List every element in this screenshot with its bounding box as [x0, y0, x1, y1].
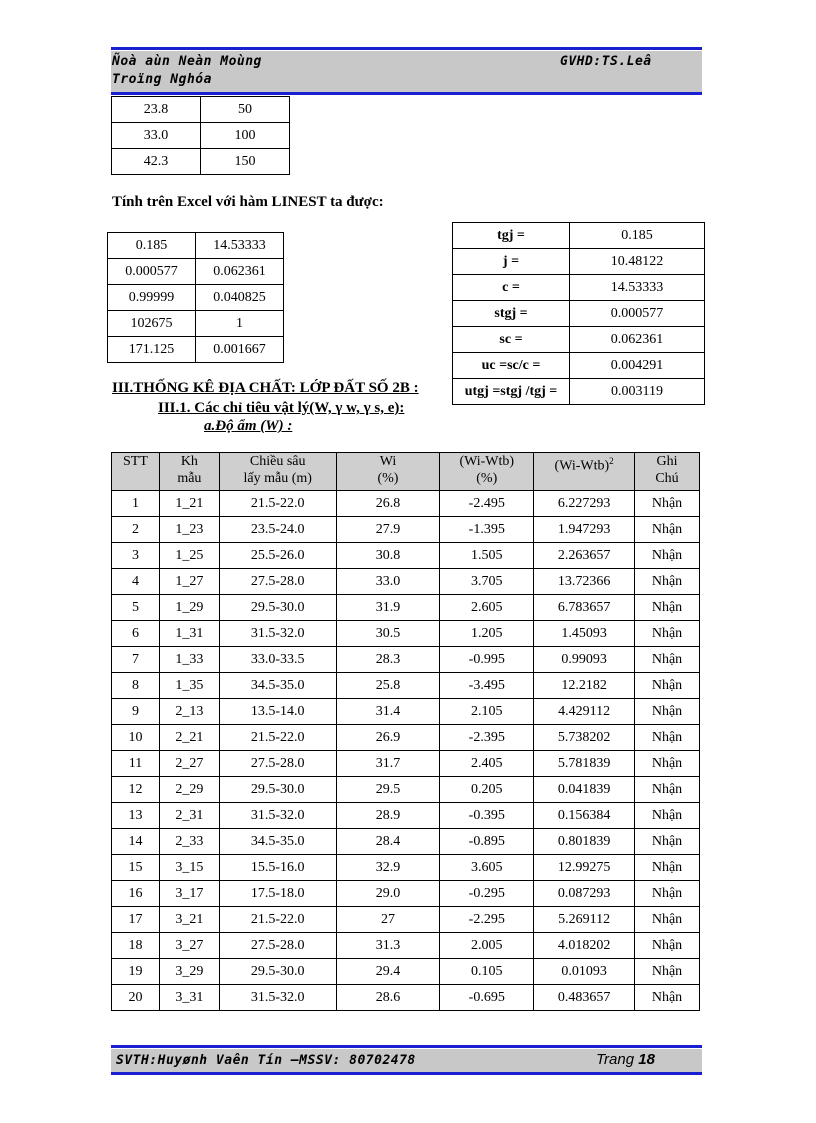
- table-cell: 29.5-30.0: [219, 777, 336, 803]
- column-header-line1: Wi: [379, 454, 397, 469]
- table-cell: 16: [112, 881, 160, 907]
- table-cell: 31.9: [336, 595, 440, 621]
- column-header: [112, 453, 160, 491]
- header-title-line2: Troïng Nghóa: [112, 72, 212, 87]
- table-cell: 15.5-16.0: [219, 855, 336, 881]
- table-cell: -0.695: [440, 985, 534, 1011]
- table-cell: 11: [112, 751, 160, 777]
- header-bottom-rule: [111, 92, 702, 95]
- column-header-line2: (%): [476, 471, 498, 486]
- table-row: [112, 725, 700, 751]
- table-cell: 0.156384: [534, 803, 635, 829]
- table-cell: 1_29: [159, 595, 219, 621]
- table-row: [112, 751, 700, 777]
- column-header-line1: STT: [123, 454, 148, 469]
- table-cell: 5.269112: [534, 907, 635, 933]
- column-header-line1: Chiều sâu: [249, 454, 306, 469]
- table-cell: 20: [112, 985, 160, 1011]
- section-title: III.THỐNG KÊ ĐỊA CHẤT: LỚP ĐẤT SỐ 2B :: [112, 380, 419, 396]
- table-row: [112, 907, 700, 933]
- table-cell: -0.295: [440, 881, 534, 907]
- param-label: c =: [453, 275, 570, 301]
- linest-table: [107, 232, 284, 363]
- table-cell: 19: [112, 959, 160, 985]
- linest-row: [108, 285, 284, 311]
- top-table-cell: 150: [201, 149, 290, 175]
- param-value: 0.004291: [570, 353, 705, 379]
- table-cell: Nhận: [635, 647, 700, 673]
- table-cell: Nhận: [635, 673, 700, 699]
- table-cell: 1_33: [159, 647, 219, 673]
- param-label: stgj =: [453, 301, 570, 327]
- table-cell: Nhận: [635, 751, 700, 777]
- table-cell: -0.895: [440, 829, 534, 855]
- table-cell: 1_23: [159, 517, 219, 543]
- table-cell: 4: [112, 569, 160, 595]
- table-cell: 2_13: [159, 699, 219, 725]
- header-top-rule: [111, 47, 702, 50]
- column-header: [219, 453, 336, 491]
- params-row: [453, 249, 705, 275]
- top-table-cell: 42.3: [112, 149, 201, 175]
- table-cell: 15: [112, 855, 160, 881]
- table-cell: 0.801839: [534, 829, 635, 855]
- table-cell: 2.605: [440, 595, 534, 621]
- table-row: [112, 985, 700, 1011]
- table-row: [112, 777, 700, 803]
- table-cell: 0.01093: [534, 959, 635, 985]
- table-cell: 1.505: [440, 543, 534, 569]
- param-label: sc =: [453, 327, 570, 353]
- table-cell: Nhận: [635, 517, 700, 543]
- table-cell: 3.605: [440, 855, 534, 881]
- moisture-table: [111, 452, 700, 1011]
- table-cell: 12.99275: [534, 855, 635, 881]
- param-label: j =: [453, 249, 570, 275]
- table-cell: -1.395: [440, 517, 534, 543]
- top-table-cell: 23.8: [112, 97, 201, 123]
- table-cell: Nhận: [635, 699, 700, 725]
- linest-cell: 14.53333: [196, 233, 284, 259]
- table-cell: 8: [112, 673, 160, 699]
- table-cell: 27.5-28.0: [219, 569, 336, 595]
- table-cell: 28.9: [336, 803, 440, 829]
- table-cell: 31.5-32.0: [219, 803, 336, 829]
- table-row: [112, 491, 700, 517]
- table-cell: Nhận: [635, 621, 700, 647]
- table-cell: 3_27: [159, 933, 219, 959]
- table-cell: 28.4: [336, 829, 440, 855]
- param-value: 0.000577: [570, 301, 705, 327]
- param-label: tgj =: [453, 223, 570, 249]
- table-cell: 14: [112, 829, 160, 855]
- table-cell: Nhận: [635, 777, 700, 803]
- footer-top-rule: [111, 1045, 702, 1048]
- table-cell: 31.5-32.0: [219, 985, 336, 1011]
- table-cell: Nhận: [635, 595, 700, 621]
- table-cell: 5.781839: [534, 751, 635, 777]
- table-cell: 5.738202: [534, 725, 635, 751]
- table-row: [112, 959, 700, 985]
- table-cell: 1_27: [159, 569, 219, 595]
- table-cell: 2.105: [440, 699, 534, 725]
- header-supervisor: GVHD:TS.Leâ: [560, 54, 652, 69]
- table-cell: Nhận: [635, 543, 700, 569]
- header-title-line1: Ñoà aùn Neàn Moùng: [112, 54, 262, 69]
- table-cell: 4.429112: [534, 699, 635, 725]
- table-cell: 5: [112, 595, 160, 621]
- table-cell: 3_31: [159, 985, 219, 1011]
- params-row: [453, 223, 705, 249]
- table-cell: 25.5-26.0: [219, 543, 336, 569]
- table-cell: 23.5-24.0: [219, 517, 336, 543]
- table-cell: Nhận: [635, 491, 700, 517]
- table-cell: -0.995: [440, 647, 534, 673]
- table-cell: 27: [336, 907, 440, 933]
- table-cell: Nhận: [635, 725, 700, 751]
- table-cell: 21.5-22.0: [219, 725, 336, 751]
- params-row: [453, 353, 705, 379]
- table-row: [112, 855, 700, 881]
- table-cell: 21.5-22.0: [219, 491, 336, 517]
- table-row: [112, 543, 700, 569]
- table-cell: 3_15: [159, 855, 219, 881]
- param-value: 0.062361: [570, 327, 705, 353]
- params-row: [453, 379, 705, 405]
- linest-cell: 0.062361: [196, 259, 284, 285]
- table-cell: 28.6: [336, 985, 440, 1011]
- table-cell: 2_27: [159, 751, 219, 777]
- table-cell: 18: [112, 933, 160, 959]
- top-table: [111, 96, 290, 175]
- column-header-line2: mẫu: [177, 471, 202, 486]
- table-cell: 26.9: [336, 725, 440, 751]
- table-row: [112, 933, 700, 959]
- table-cell: Nhận: [635, 855, 700, 881]
- table-cell: 2_29: [159, 777, 219, 803]
- table-row: [112, 595, 700, 621]
- top-table-cell: 33.0: [112, 123, 201, 149]
- linest-cell: 0.185: [108, 233, 196, 259]
- table-row: [112, 803, 700, 829]
- top-table-row: [112, 97, 290, 123]
- table-cell: 17: [112, 907, 160, 933]
- table-cell: 2: [112, 517, 160, 543]
- linest-cell: 171.125: [108, 337, 196, 363]
- table-cell: 3_21: [159, 907, 219, 933]
- table-row: [112, 699, 700, 725]
- page-number: 18: [638, 1051, 655, 1068]
- table-cell: 27.5-28.0: [219, 933, 336, 959]
- table-cell: 0.105: [440, 959, 534, 985]
- table-cell: 1_35: [159, 673, 219, 699]
- linest-cell: 0.040825: [196, 285, 284, 311]
- column-header: [635, 453, 700, 491]
- page-label: Trang: [596, 1051, 635, 1068]
- table-cell: -2.395: [440, 725, 534, 751]
- table-cell: 31.5-32.0: [219, 621, 336, 647]
- column-header: [440, 453, 534, 491]
- table-cell: 1_25: [159, 543, 219, 569]
- params-row: [453, 327, 705, 353]
- table-cell: 7: [112, 647, 160, 673]
- table-cell: 1.205: [440, 621, 534, 647]
- table-cell: 17.5-18.0: [219, 881, 336, 907]
- table-cell: Nhận: [635, 881, 700, 907]
- linest-heading: Tính trên Excel với hàm LINEST ta được:: [112, 194, 384, 210]
- table-cell: 9: [112, 699, 160, 725]
- table-cell: 1_31: [159, 621, 219, 647]
- table-cell: 6.227293: [534, 491, 635, 517]
- table-cell: 27.9: [336, 517, 440, 543]
- table-cell: 13: [112, 803, 160, 829]
- table-cell: 12.2182: [534, 673, 635, 699]
- params-table: [452, 222, 705, 405]
- table-cell: Nhận: [635, 959, 700, 985]
- table-cell: 10: [112, 725, 160, 751]
- section-subsubtitle: a.Độ ẩm (W) :: [204, 418, 293, 434]
- table-cell: 1.947293: [534, 517, 635, 543]
- linest-cell: 0.99999: [108, 285, 196, 311]
- table-cell: 21.5-22.0: [219, 907, 336, 933]
- table-cell: Nhận: [635, 803, 700, 829]
- table-cell: 29.4: [336, 959, 440, 985]
- param-value: 0.003119: [570, 379, 705, 405]
- table-row: [112, 881, 700, 907]
- table-cell: 3: [112, 543, 160, 569]
- table-cell: 27.5-28.0: [219, 751, 336, 777]
- param-value: 0.185: [570, 223, 705, 249]
- table-cell: 1: [112, 491, 160, 517]
- table-cell: 2_31: [159, 803, 219, 829]
- column-header-line2: (%): [377, 471, 399, 486]
- column-header-line1: Kh: [180, 454, 198, 469]
- top-table-row: [112, 149, 290, 175]
- table-cell: -2.295: [440, 907, 534, 933]
- table-cell: Nhận: [635, 829, 700, 855]
- table-row: [112, 647, 700, 673]
- params-row: [453, 275, 705, 301]
- table-row: [112, 517, 700, 543]
- linest-row: [108, 337, 284, 363]
- top-table-cell: 100: [201, 123, 290, 149]
- table-cell: 0.087293: [534, 881, 635, 907]
- table-cell: 34.5-35.0: [219, 829, 336, 855]
- table-row: [112, 829, 700, 855]
- table-cell: 33.0-33.5: [219, 647, 336, 673]
- column-header-line2: Chú: [655, 471, 679, 486]
- table-cell: 3_29: [159, 959, 219, 985]
- table-cell: 34.5-35.0: [219, 673, 336, 699]
- column-header-line1: (Wi-Wtb): [554, 458, 610, 474]
- table-cell: 2_33: [159, 829, 219, 855]
- column-header: [534, 453, 635, 491]
- section-subtitle: III.1. Các chỉ tiêu vật lý(W, γ w, γ s, e):: [158, 400, 405, 416]
- table-cell: Nhận: [635, 569, 700, 595]
- table-cell: 30.5: [336, 621, 440, 647]
- table-cell: 0.205: [440, 777, 534, 803]
- table-cell: 6.783657: [534, 595, 635, 621]
- table-cell: -0.395: [440, 803, 534, 829]
- linest-cell: 1: [196, 311, 284, 337]
- table-cell: 0.99093: [534, 647, 635, 673]
- table-cell: 0.041839: [534, 777, 635, 803]
- params-row: [453, 301, 705, 327]
- linest-cell: 0.000577: [108, 259, 196, 285]
- table-cell: 2.405: [440, 751, 534, 777]
- table-row: [112, 673, 700, 699]
- table-cell: 31.7: [336, 751, 440, 777]
- table-cell: 26.8: [336, 491, 440, 517]
- table-cell: 31.3: [336, 933, 440, 959]
- footer-bottom-rule: [111, 1072, 702, 1075]
- table-cell: 25.8: [336, 673, 440, 699]
- table-cell: 2_21: [159, 725, 219, 751]
- table-cell: 1.45093: [534, 621, 635, 647]
- table-row: [112, 621, 700, 647]
- table-cell: 13.5-14.0: [219, 699, 336, 725]
- table-cell: 29.5: [336, 777, 440, 803]
- table-cell: 32.9: [336, 855, 440, 881]
- column-header-sup: 2: [609, 456, 614, 466]
- linest-cell: 0.001667: [196, 337, 284, 363]
- table-cell: 30.8: [336, 543, 440, 569]
- table-cell: 33.0: [336, 569, 440, 595]
- table-cell: 4.018202: [534, 933, 635, 959]
- table-cell: Nhận: [635, 907, 700, 933]
- table-cell: 3_17: [159, 881, 219, 907]
- table-cell: 13.72366: [534, 569, 635, 595]
- table-cell: 0.483657: [534, 985, 635, 1011]
- linest-row: [108, 233, 284, 259]
- footer-page: [596, 1051, 655, 1068]
- linest-row: [108, 259, 284, 285]
- param-value: 10.48122: [570, 249, 705, 275]
- column-header-line2: lấy mẫu (m): [243, 471, 312, 486]
- param-value: 14.53333: [570, 275, 705, 301]
- table-cell: Nhận: [635, 985, 700, 1011]
- table-cell: 29.5-30.0: [219, 959, 336, 985]
- table-cell: 3.705: [440, 569, 534, 595]
- top-table-row: [112, 123, 290, 149]
- table-cell: 29.5-30.0: [219, 595, 336, 621]
- column-header-line1: (Wi-Wtb): [459, 454, 515, 469]
- table-cell: -3.495: [440, 673, 534, 699]
- column-header-line1: Ghi: [656, 454, 678, 469]
- table-cell: 2.263657: [534, 543, 635, 569]
- footer-student: SVTH:Huyønh Vaên Tín –MSSV: 80702478: [116, 1053, 416, 1068]
- linest-cell: 102675: [108, 311, 196, 337]
- table-row: [112, 569, 700, 595]
- table-cell: 31.4: [336, 699, 440, 725]
- table-cell: 6: [112, 621, 160, 647]
- table-cell: 29.0: [336, 881, 440, 907]
- param-label: utgj =stgj /tgj =: [453, 379, 570, 405]
- table-cell: 2.005: [440, 933, 534, 959]
- param-label: uc =sc/c =: [453, 353, 570, 379]
- table-cell: -2.495: [440, 491, 534, 517]
- linest-row: [108, 311, 284, 337]
- table-cell: Nhận: [635, 933, 700, 959]
- table-cell: 12: [112, 777, 160, 803]
- table-cell: 28.3: [336, 647, 440, 673]
- top-table-cell: 50: [201, 97, 290, 123]
- column-header: [159, 453, 219, 491]
- table-cell: 1_21: [159, 491, 219, 517]
- column-header: [336, 453, 440, 491]
